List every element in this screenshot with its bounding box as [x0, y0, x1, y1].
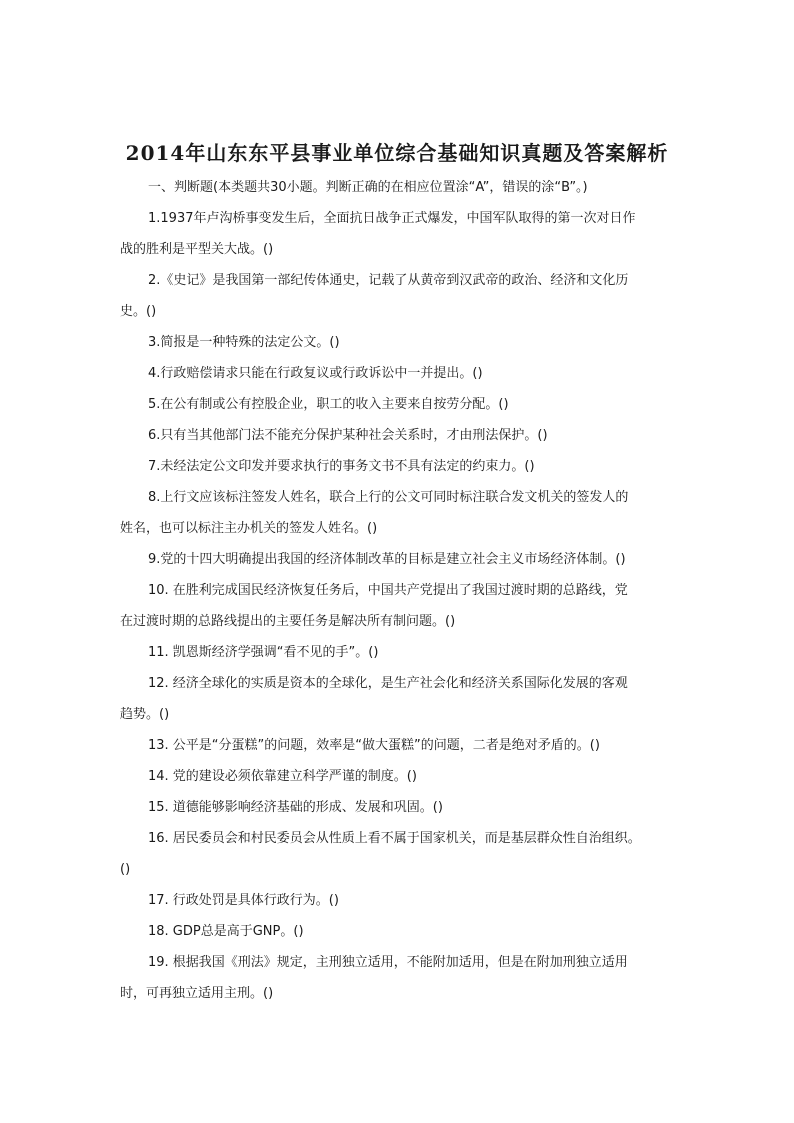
- question-item: 3.简报是一种特殊的法定公文。(): [148, 335, 340, 350]
- question-continuation: 战的胜利是平型关大战。(): [120, 242, 274, 257]
- question-continuation: 趋势。(): [120, 707, 170, 722]
- question-item: 12. 经济全球化的实质是资本的全球化，是生产社会化和经济关系国际化发展的客观: [148, 676, 628, 691]
- question-item: 7.未经法定公文印发并要求执行的事务文书不具有法定的约束力。(): [148, 459, 535, 474]
- question-item: 18. GDP总是高于GNP。(): [148, 924, 304, 939]
- question-item: 19. 根据我国《刑法》规定，主刑独立适用，不能附加适用，但是在附加刑独立适用: [148, 955, 628, 970]
- question-item: 17. 行政处罚是具体行政行为。(): [148, 893, 339, 908]
- question-item: 5.在公有制或公有控股企业，职工的收入主要来自按劳分配。(): [148, 397, 509, 412]
- question-continuation: 姓名，也可以标注主办机关的签发人姓名。(): [120, 521, 378, 536]
- question-item: 9.党的十四大明确提出我国的经济体制改革的目标是建立社会主义市场经济体制。(): [148, 552, 626, 567]
- question-item: 13. 公平是“分蛋糕”的问题，效率是“做大蛋糕”的问题，二者是绝对矛盾的。(): [148, 738, 600, 753]
- question-item: 4.行政赔偿请求只能在行政复议或行政诉讼中一并提出。(): [148, 366, 483, 381]
- document-body: [120, 172, 676, 1009]
- question-continuation: (): [120, 862, 131, 877]
- question-item: 6.只有当其他部门法不能充分保护某种社会关系时，才由刑法保护。(): [148, 428, 548, 443]
- question-item: 2.《史记》是我国第一部纪传体通史，记载了从黄帝到汉武帝的政治、经济和文化历: [148, 273, 629, 288]
- question-continuation: 史。(): [120, 304, 157, 319]
- question-item: 1.1937年卢沟桥事变发生后，全面抗日战争正式爆发，中国军队取得的第一次对日作: [148, 211, 636, 226]
- section-heading: 一、判断题(本类题共30小题。判断正确的在相应位置涂“A”，错误的涂“B”。): [148, 180, 588, 195]
- question-item: 10. 在胜利完成国民经济恢复任务后，中国共产党提出了我国过渡时期的总路线，党: [148, 583, 628, 598]
- question-item: 8.上行文应该标注签发人姓名，联合上行的公文可同时标注联合发文机关的签发人的: [148, 490, 629, 505]
- question-continuation: 时，可再独立适用主刑。(): [120, 986, 274, 1001]
- question-continuation: 在过渡时期的总路线提出的主要任务是解决所有制问题。(): [120, 614, 456, 629]
- question-item: 15. 道德能够影响经济基础的形成、发展和巩固。(): [148, 800, 443, 815]
- question-item: 14. 党的建设必须依靠建立科学严谨的制度。(): [148, 769, 417, 784]
- document-title: 2014年山东东平县事业单位综合基础知识真题及答案解析: [125, 141, 669, 165]
- question-item: 16. 居民委员会和村民委员会从性质上看不属于国家机关，而是基层群众性自治组织。: [148, 831, 641, 846]
- question-item: 11. 凯恩斯经济学强调“看不见的手”。(): [148, 645, 379, 660]
